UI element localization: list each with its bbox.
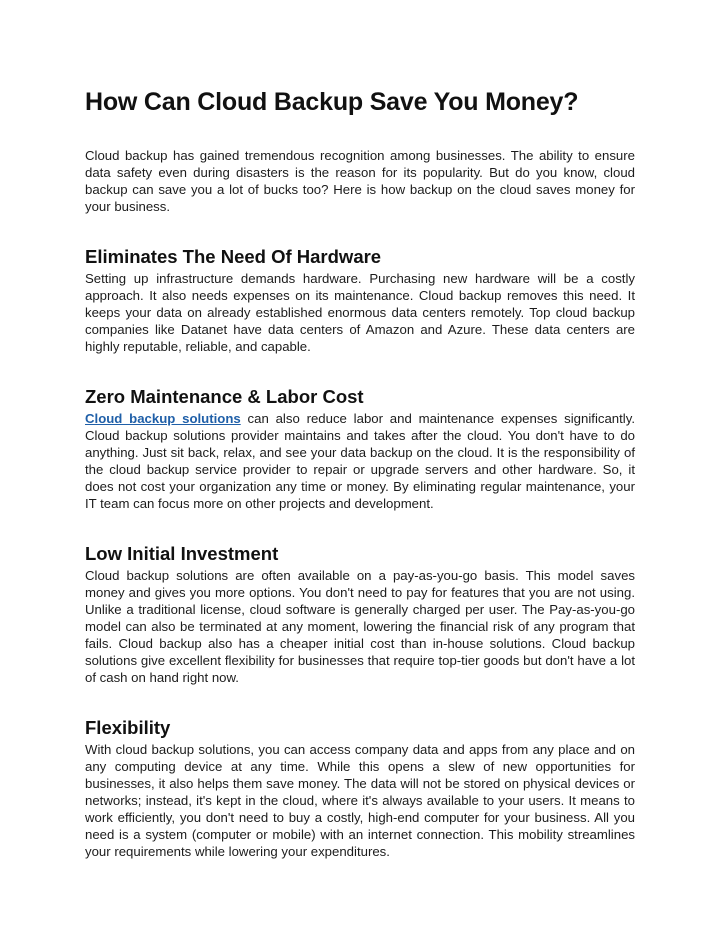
section-flexibility <box>85 716 635 860</box>
intro-paragraph: Cloud backup has gained tremendous recognition among businesses. The ability to ensure data safety even during disasters is the reason for its popularity. But do you know, cloud backup can save you a lot of bucks too? Here is how backup on the cloud saves money for your business. <box>85 148 635 214</box>
section-body-text: can also reduce labor and maintenance expenses significantly. Cloud backup solutions provider maintains and takes after the cloud. You don't have to do anything. Just sit back, relax, and see your data backup on the cloud. It is the responsibility of the cloud backup service provider to repair or upgrade servers and other hardware. So, it does not cost your organization any time or money. By eliminating regular maintenance, your IT team can focus more on other projects and development. <box>85 411 636 511</box>
section-body <box>85 410 635 512</box>
section-heading: Flexibility <box>85 717 171 738</box>
section-heading: Low Initial Investment <box>85 543 279 564</box>
section-heading: Zero Maintenance & Labor Cost <box>85 386 364 407</box>
section-investment <box>85 542 635 686</box>
section-heading: Eliminates The Need Of Hardware <box>85 246 382 267</box>
section-hardware <box>85 245 635 355</box>
section-body: Cloud backup solutions are often available on a pay-as-you-go basis. This model saves money and gives you more options. You don't need to pay for features that you are not using. Unlike a traditional license, cloud software is generally charged per user. The Pay-as-you-go model can also be terminated at any moment, lowering the financial risk of any program that fails. Cloud backup also has a cheaper initial cost than in-house solutions. Cloud backup solutions give excellent flexibility for businesses that require top-tier goods but don't have a lot of cash on hand right now. <box>85 568 635 685</box>
page-title: How Can Cloud Backup Save You Money? <box>85 88 579 116</box>
cloud-backup-solutions-link[interactable]: Cloud backup solutions <box>85 411 241 426</box>
section-body: With cloud backup solutions, you can access company data and apps from any place and on any computing device at any time. While this opens a slew of new opportunities for businesses, it also helps them save money. The data will not be stored on physical devices or networks; instead, it's kept in the cloud, where it's always available to your users. It means to work efficiently, you don't need to buy a costly, high-end computer for your business. All you need is a system (computer or mobile) with an internet connection. This mobility streamlines your requirements while lowering your expenditures. <box>85 742 635 859</box>
section-maintenance <box>85 385 635 512</box>
document-content <box>85 86 635 860</box>
section-body: Setting up infrastructure demands hardware. Purchasing new hardware will be a costly approach. It also needs expenses on its maintenance. Cloud backup removes this need. It keeps your data on already established enormous data centers remotely. Top cloud backup companies like Datanet have data centers of Amazon and Azure. These data centers are highly reputable, reliable, and capable. <box>85 271 635 354</box>
